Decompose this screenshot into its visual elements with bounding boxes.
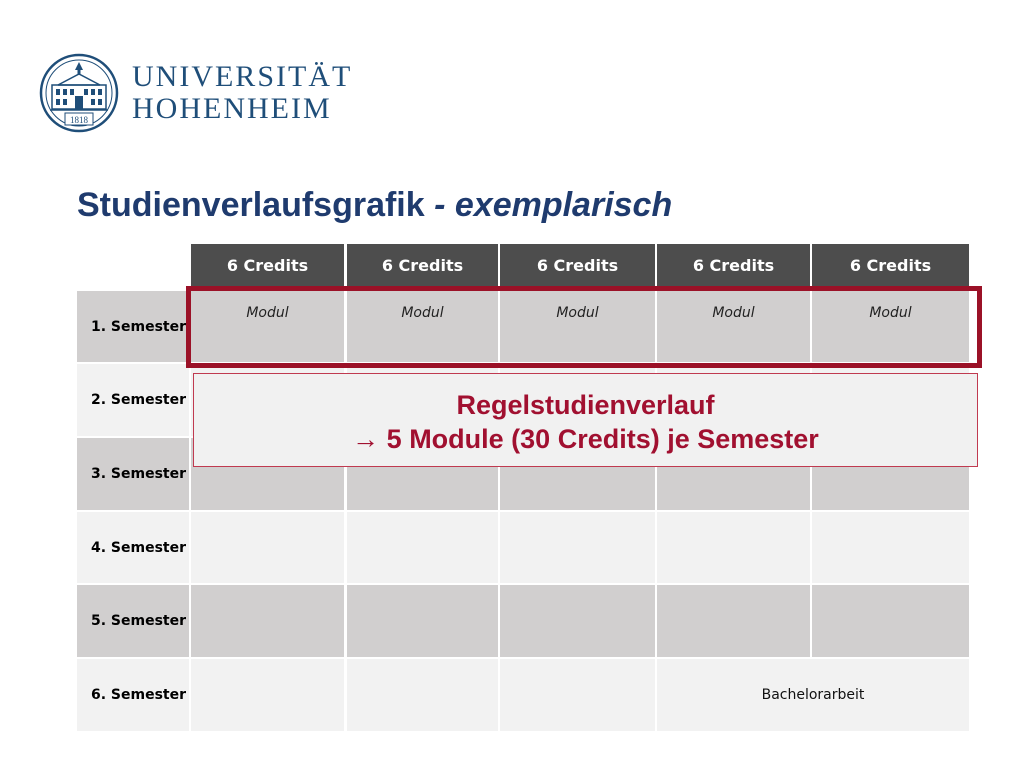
callout-detail xyxy=(194,422,977,456)
callout-heading: Regelstudienverlauf xyxy=(456,390,715,420)
semester-label-4: 4. Semester xyxy=(77,512,189,583)
semester-label-2: 2. Semester xyxy=(77,364,189,436)
module-cell: Modul xyxy=(347,291,498,362)
semester-label-5: 5. Semester xyxy=(77,585,189,657)
module-cell: Modul xyxy=(191,291,344,362)
thesis-cell: Bachelorarbeit xyxy=(657,659,969,731)
module-cell xyxy=(657,512,810,583)
semester-label-6: 6. Semester xyxy=(77,659,189,731)
logo-wordmark-line1: UNIVERSITÄT xyxy=(132,60,353,93)
credit-header-2: 6 Credits xyxy=(347,244,498,288)
callout-box xyxy=(193,373,978,467)
credit-header-3: 6 Credits xyxy=(500,244,655,288)
module-cell xyxy=(191,659,344,731)
callout-detail-text: 5 Module (30 Credits) je Semester xyxy=(379,424,819,454)
module-cell xyxy=(500,659,655,731)
module-cell xyxy=(500,512,655,583)
university-seal-icon xyxy=(38,52,120,134)
credit-header-1: 6 Credits xyxy=(191,244,344,288)
module-cell xyxy=(812,512,969,583)
module-cell xyxy=(191,512,344,583)
logo-wordmark-line2: HOHENHEIM xyxy=(132,92,332,125)
title-main: Studienverlaufsgrafik xyxy=(77,186,425,224)
credit-header-4: 6 Credits xyxy=(657,244,810,288)
page-title xyxy=(77,186,672,225)
module-cell xyxy=(657,585,810,657)
semester-label-1: 1. Semester xyxy=(77,291,189,362)
module-cell: Modul xyxy=(500,291,655,362)
university-logo xyxy=(38,52,353,134)
module-cell xyxy=(347,659,498,731)
module-cell xyxy=(347,512,498,583)
module-cell: Modul xyxy=(812,291,969,362)
arrow-right-icon: → xyxy=(352,424,380,454)
module-cell xyxy=(500,585,655,657)
module-cell xyxy=(812,585,969,657)
semester-label-3: 3. Semester xyxy=(77,438,189,510)
title-suffix: - exemplarisch xyxy=(434,186,673,224)
logo-year: 1818 xyxy=(70,115,88,125)
first-semester-highlight xyxy=(186,286,982,368)
module-cell xyxy=(347,585,498,657)
module-cell xyxy=(191,585,344,657)
credit-header-5: 6 Credits xyxy=(812,244,969,288)
module-cell: Modul xyxy=(657,291,810,362)
